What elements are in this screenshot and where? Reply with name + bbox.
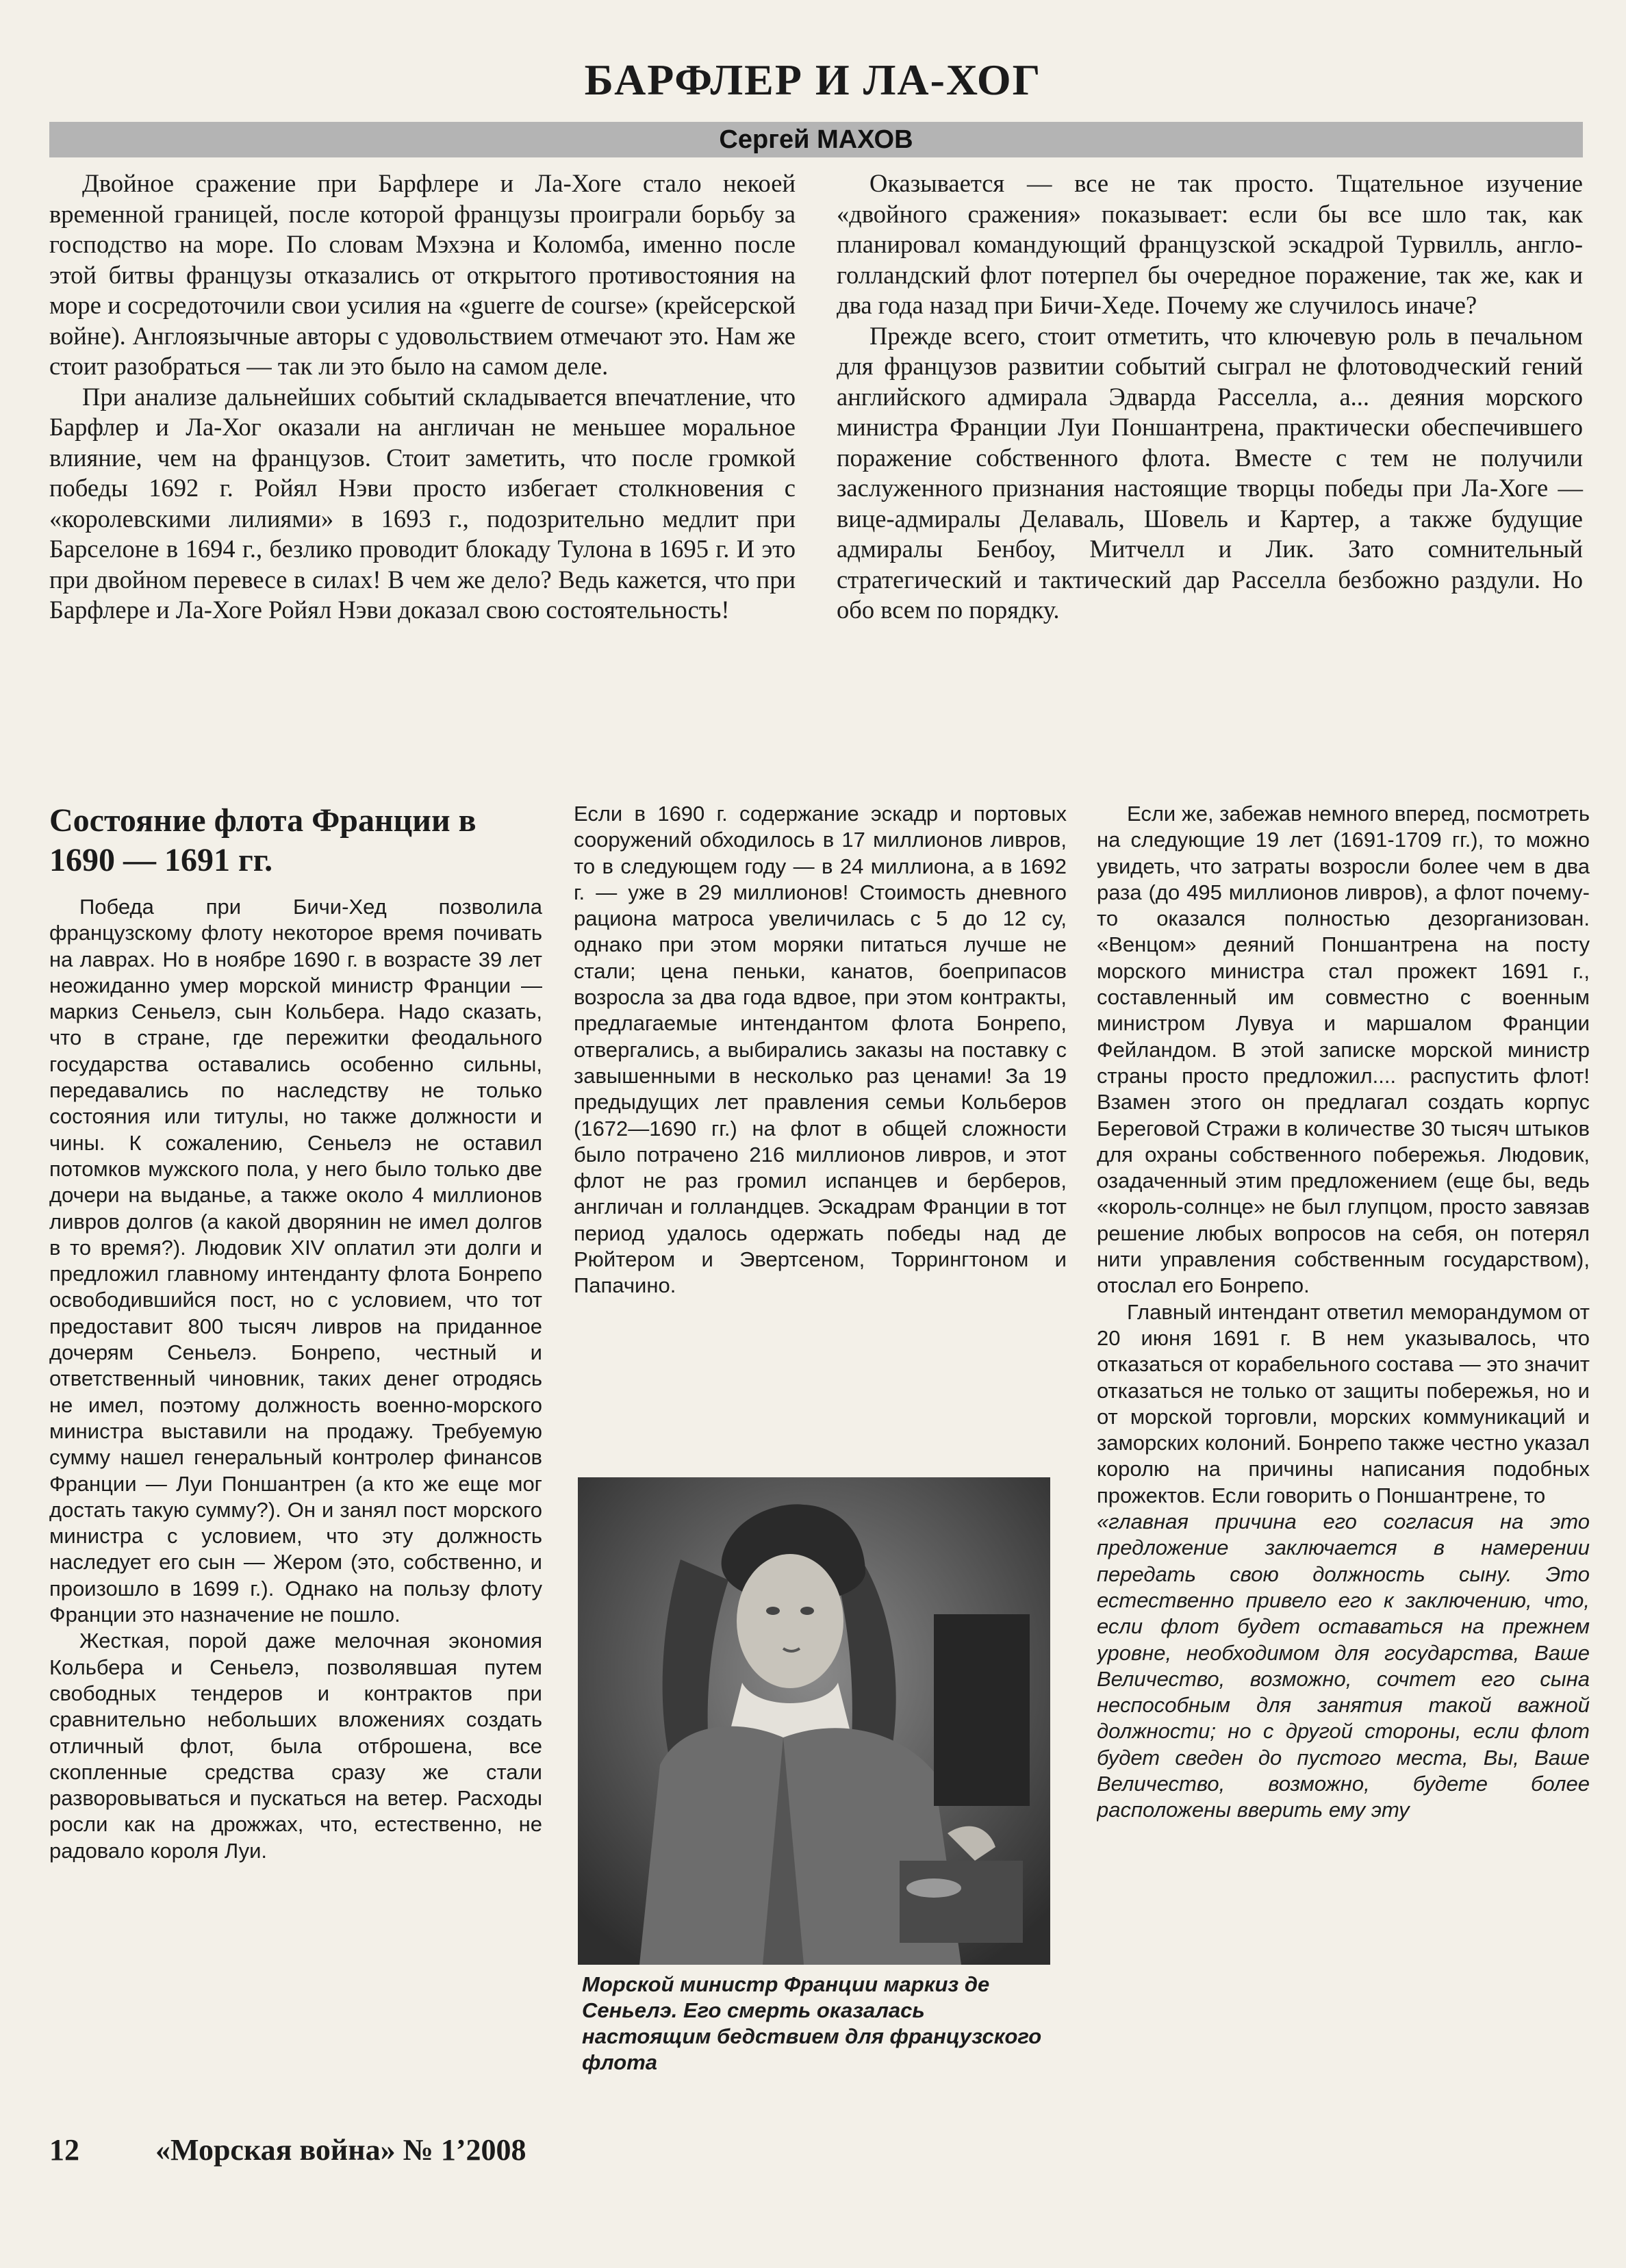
page-footer [49, 2132, 734, 2167]
portrait-illustration [578, 1477, 1050, 1965]
body-paragraph: Если же, забежав немного вперед, посмотреть на следующие 19 лет (1691-1709 гг.), то можно увидеть, что затраты возросли более чем в два раза (до 495 миллионов ливров), а флот почему-то оказался полностью дезорганизован. «Венцом» деяний Поншантрена на посту морского министра стал прожект 1691 г., составленный им совместно с военным министром Лувуа и маршалом Франции Фейландом. В этой записке морской министр страны просто предложил.... распустить флот! Взамен этого он предлагал создать корпус Береговой Стражи в количестве 30 тысяч штыков для охраны собственного побережья. Людовик, озадаченный этим предложением (еще бы, ведь «король-солнце» не был глупцом, просто завязав решение любых вопросов на себя, он потерял нити управления собственным государством), отослал его Бонрепо. [1097, 802, 1590, 1298]
body-paragraph: Главный интендант ответил меморандумом от 20 июня 1691 г. В нем указывалось, что отказаться от корабельного состава — это значит отказаться не только от защиты побережья, но и от морской торговли, морских коммуникаций и заморских колоний. Бонрепо также честно указал королю на причины написания подобных прожектов. Если говорить о Поншантрене, то [1097, 1299, 1590, 1507]
figure-caption: Морской министр Франции маркиз де Сеньелэ. Его смерть оказалась настоящим бедствием для французского флота [582, 1972, 1042, 2074]
article-title: БАРФЛЕР И ЛА-ХОГ [584, 55, 1042, 104]
portrait-image [578, 1477, 1050, 1965]
intro-paragraph: Оказывается — все не так просто. Тщательное изучение «двойного сражения» показывает: если бы все шло так, как планировал командующий французской эскадрой Турвилль, англо-голландский флот потерпел бы очередное поражение, так же, как и два года назад при Бичи-Хеде. Почему же случилось иначе? [837, 169, 1583, 319]
section-heading: Состояние флота Франции в 1690 — 1691 гг. [49, 802, 477, 878]
author-name: Сергей МАХОВ [719, 125, 913, 154]
body-column-3 [1097, 801, 1590, 2115]
page-number: 12 [49, 2133, 79, 2167]
body-column-2 [574, 801, 1067, 1458]
body-column-1 [49, 801, 542, 2115]
intro-left-column [49, 168, 796, 626]
body-paragraph: Победа при Бичи-Хед позволила французскому флоту некоторое время почивать на лаврах. Но в ноябре 1690 г. в возрасте 39 лет неожиданно умер морской министр Франции — маркиз Сеньелэ, сын Кольбера. Надо сказать, что в стране, где пережитки феодального государства оставались особенно сильны, передавались по наследству не только состояния или титулы, но также должности и чины. К сожалению, Сеньелэ не оставил потомков мужского пола, у него было только две дочери на выданье, а также около 4 миллионов ливров долгов (а какой дворянин не имел долгов в то время?). Людовик XIV оплатил эти долги и предложил главному интенданту флота Бонрепо освободившийся пост, но с условием, что тот предоставит 800 тысяч ливров на приданное дочерям Сеньелэ. Бонрепо, честный и ответственный чиновник, таких денег отродясь не имел, поэтому должность военно-морского министра выставили на продажу. Требуемую сумму нашел генеральный контролер финансов Франции — Луи Поншантрен (а кто же еще мог достать такую сумму?). Он и занял пост морского министра с условием, что эту должность наследует его сын — Жером (это, собственно, и произошло в 1699 г.). Однако на пользу флоту Франции это назначение не пошло. [49, 895, 542, 1627]
intro-paragraph: Прежде всего, стоит отметить, что ключевую роль в печальном для французов развитии событий сыграл не флотоводческий гений английского адмирала Эдварда Расселла, а... деяния морского министра Франции Луи Поншантрена, практически обеспечившего поражение собственного флота. Вместе с тем не получили заслуженного признания настоящие творцы победы при Ла-Хоге — вице-адмиралы Делаваль, Шовель и Картер, а также будущие адмиралы Бенбоу, Митчелл и Лик. Зато сомнительный стратегический и тактический дар Расселла безбожно раздули. Но обо всем по порядку. [837, 321, 1583, 624]
intro-paragraph: При анализе дальнейших событий складывается впечатление, что Барфлер и Ла-Хог оказали на англичан не меньшее моральное влияние, чем на французов. Стоит заметить, что после громкой победы 1692 г. Ройял Нэви просто избегает столкновения с «королевскими лилиями» в 1693 г., подозрительно медлит при Барселоне в 1694 г., безлико проводит блокаду Тулона в 1695 г. И это при двойном перевесе в силах! В чем же дело? Ведь кажется, что при Барфлере и Ла-Хоге Ройял Нэви доказал свою состоятельность! [49, 382, 796, 624]
intro-right-column [837, 168, 1583, 626]
body-paragraph: Если в 1690 г. содержание эскадр и портовых сооружений обходилось в 17 миллионов ливров, то в следующем году — в 24 миллиона, а в 1692 г. — уже в 29 миллионов! Стоимость дневного рациона матроса увеличилась с 5 до 12 су, однако при этом моряки питаться лучше не стали; цена пеньки, канатов, боеприпасов возросла за два года вдвое, при этом контракты, предлагаемые интендантом флота Бонрепо, отвергались, а выбирались заказы на поставку с завышенными в несколько раз ценами! За 19 предыдущих лет правления семьи Кольберов (1672—1690 гг.) на флот в общей сложности было потрачено 216 миллионов ливров, и этот флот не раз громил испанцев и берберов, англичан и голландцев. Эскадрам Франции в тот период удалось одержать победы над де Рюйтером и Эвертсеном, Торрингтоном и Папачино. [574, 802, 1067, 1298]
quotation: «главная причина его согласия на это предложение заключается в намерении передать свою должность сыну. Это естественно привело его к заключению, что, если флот будет оставаться на прежнем уровне, необходимом для государства, Ваше Величество, возможно, сочтет его сына неспособным для занятия такой важной должности; но с другой стороны, если флот будет сведен до пустого места, Вы, Ваше Величество, возможно, будете более расположены вверить ему эту [1097, 1509, 1590, 1822]
body-paragraph: Жесткая, порой даже мелочная экономия Кольбера и Сеньелэ, позволявшая путем свободных тендеров и контрактов при сравнительно небольших вложениях создать отличный флот, была отброшена, все скопленные средства сразу же стали разворовываться и пускаться на ветер. Расходы росли как на дрожжах, что, естественно, не радовало короля Луи. [49, 1629, 542, 1863]
author-bar [49, 122, 1583, 157]
intro-paragraph: Двойное сражение при Барфлере и Ла-Хоге стало некоей временной границей, после которой французы проиграли борьбу за господство на море. По словам Мэхэна и Коломба, именно после этой битвы французы отказались от открытого противостояния на море и сосредоточили свои усилия на «guerre de course» (крейсерской войне). Англоязычные авторы с удовольствием отмечают это. Нам же стоит разобраться — так ли это было на самом деле. [49, 169, 796, 380]
column-1-text [49, 894, 542, 2115]
magazine-issue: «Морская война» № 1’2008 [155, 2133, 526, 2167]
